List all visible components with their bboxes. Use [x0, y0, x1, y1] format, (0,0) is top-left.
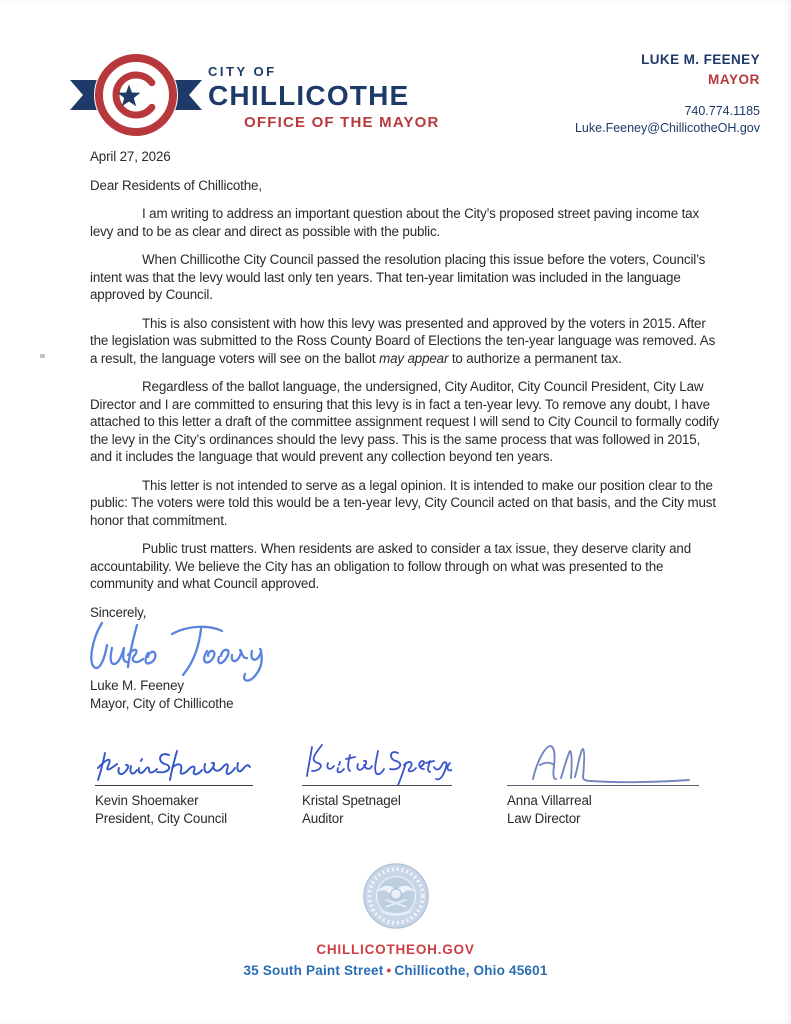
paragraph-6: Public trust matters. When residents are asked to consider a tax issue, they deserve clarity and accountability. We believe the City has an obligation to follow through on what was presented to the community and what Council approved.	[90, 541, 692, 591]
paragraph-4: Regardless of the ballot language, the undersigned, City Auditor, City Council President, City Law Director and I are committed to ensuring that this levy is in fact a ten-year levy. To remove any doubt, I have attached to this letter a draft of the committee assignment request I will send to City Council to formally codify the levy in the City’s ordinances should the levy pass. This is the same process that was followed in 2015, and it includes the language that would prevent any collection beyond ten years.	[90, 379, 719, 464]
paragraph-3-pre: This is also consistent with how this levy was presented and approved by the voters in 2015. After the legislation was submitted to the Ross County Board of Elections the ten-year language was removed. As a result, the language voters will see on the ballot	[90, 315, 716, 366]
mayor-phone: 740.774.1185	[684, 103, 760, 118]
mayor-contact-block	[575, 52, 760, 137]
mayor-name: LUKE M. FEENEY	[641, 52, 760, 67]
paragraph-3	[90, 315, 722, 368]
scan-artifact	[40, 354, 45, 358]
cosigner-title: Law Director	[507, 811, 581, 826]
cosigner-title: Auditor	[302, 811, 344, 826]
cosigner-name: Kevin Shoemaker	[95, 793, 199, 808]
logo-office-of-the-mayor: OFFICE OF THE MAYOR	[244, 113, 440, 131]
kevin-shoemaker-signature	[95, 741, 253, 785]
mayor-email: Luke.Feeney@ChillicotheOH.gov	[574, 121, 760, 136]
anna-villarreal-signature	[507, 739, 699, 785]
kristal-spetnagel-signature	[302, 739, 452, 785]
cosigner-kevin-shoemaker	[95, 738, 253, 828]
city-logo-text	[208, 64, 440, 131]
paragraph-3-italic: may appear	[379, 350, 449, 366]
letter-closing: Sincerely,	[90, 604, 147, 620]
signer-name: Luke M. Feeney	[90, 678, 184, 693]
cosigner-row	[90, 738, 722, 838]
luke-feeney-signature	[86, 617, 281, 683]
logo-chillicothe: CHILLICOTHE	[208, 79, 410, 111]
footer-bullet: •	[386, 963, 392, 978]
city-logo	[70, 46, 440, 144]
logo-city-of: CITY OF	[208, 63, 277, 79]
cosigner-anna-villarreal	[507, 738, 699, 828]
paragraph-2: When Chillicothe City Council passed the resolution placing this issue before the voters, Council’s intent was that the levy would last only ten years. That ten-year limitation was included in the language approved by Council.	[90, 252, 706, 302]
letter-date: April 27, 2026	[90, 149, 171, 164]
cosigner-title: President, City Council	[95, 811, 227, 826]
letter-salutation: Dear Residents of Chillicothe,	[90, 177, 262, 193]
cosigner-kristal-spetnagel	[302, 738, 452, 828]
letter-body	[90, 148, 722, 838]
letter-footer	[0, 862, 791, 978]
paragraph-5: This letter is not intended to serve as a legal opinion. It is intended to make our position clear to the public: The voters were told this would be a ten-year levy, City Council acted on that basis, and the City must honor that commitment.	[90, 477, 716, 528]
city-seal-icon	[362, 862, 430, 930]
footer-address-street: 35 South Paint Street	[243, 963, 384, 978]
signer-title: Mayor, City of Chillicothe	[90, 695, 234, 711]
footer-address	[0, 963, 791, 978]
mayor-title: MAYOR	[707, 71, 760, 87]
footer-website: CHILLICOTHEOH.GOV	[316, 942, 475, 957]
paragraph-1: I am writing to address an important question about the City’s proposed street paving income tax levy and to be as clear and direct as possible with the public.	[90, 206, 699, 239]
paragraph-3-post: to authorize a permanent tax.	[448, 350, 622, 366]
cosigner-name: Kristal Spetnagel	[302, 793, 401, 808]
city-logo-icon	[70, 46, 202, 144]
footer-address-city: Chillicothe, Ohio 45601	[394, 963, 548, 978]
cosigner-name: Anna Villarreal	[507, 793, 592, 808]
